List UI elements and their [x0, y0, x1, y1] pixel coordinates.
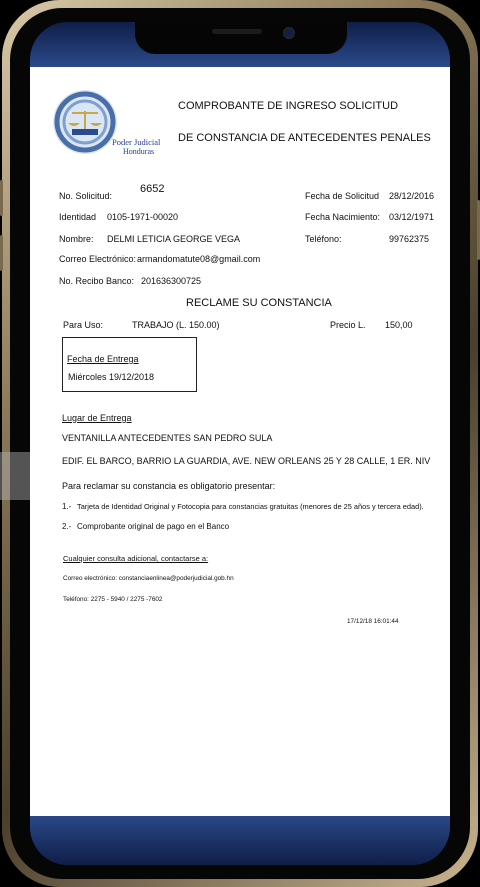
entrega-box	[62, 337, 197, 392]
glare	[0, 452, 30, 500]
fecha-nacimiento-label: Fecha Nacimiento:	[305, 212, 381, 222]
reclame-heading: RECLAME SU CONSTANCIA	[186, 297, 332, 309]
screen-bottom-band	[30, 814, 450, 865]
fecha-solicitud-value: 28/12/2016	[389, 191, 435, 201]
uso-value: TRABAJO (L. 150.00)	[132, 320, 220, 330]
header-title-1: COMPROBANTE DE INGRESO SOLICITUD	[178, 100, 399, 112]
requisito-2-number: 2.-	[62, 522, 72, 531]
requisito-1-number: 1.-	[62, 502, 72, 511]
poder-judicial-logo	[50, 87, 170, 157]
requisitos-intro: Para reclamar su constancia es obligatorio presentar:	[62, 481, 276, 491]
correo-label: Correo Electrónico:	[59, 254, 137, 264]
header-title-2: DE CONSTANCIA DE ANTECEDENTES PENALES	[178, 132, 431, 144]
contacto-phone: Teléfono: 2275 - 5940 / 2275 -7602	[63, 596, 163, 603]
recibo-label: No. Recibo Banco:	[59, 276, 135, 286]
lugar-line-1: VENTANILLA ANTECEDENTES SAN PEDRO SULA	[62, 433, 273, 443]
side-button	[0, 180, 3, 216]
contacto-email: Correo electrónico: constanciaenlinea@poderjudicial.gob.hn	[63, 575, 234, 582]
identidad-value: 0105-1971-00020	[107, 212, 179, 222]
precio-value: 150,00	[385, 320, 413, 330]
document	[30, 67, 450, 816]
timestamp: 17/12/18 16:01:44	[347, 618, 399, 625]
correo-value: armandomatute08@gmail.com	[137, 254, 261, 264]
solicitud-label: No. Solicitud:	[59, 191, 113, 201]
speaker-icon	[212, 29, 262, 34]
entrega-value: Miércoles 19/12/2018	[68, 372, 155, 382]
lugar-label: Lugar de Entrega	[62, 413, 132, 423]
camera-icon	[283, 27, 295, 39]
identidad-label: Identidad	[59, 212, 97, 222]
precio-label: Precio L.	[330, 320, 366, 330]
fecha-solicitud-label: Fecha de Solicitud	[305, 191, 380, 201]
logo-text-2: Honduras	[123, 147, 155, 156]
uso-label: Para Uso:	[63, 320, 104, 330]
nombre-label: Nombre:	[59, 234, 94, 244]
telefono-value: 99762375	[389, 234, 430, 244]
solicitud-value: 6652	[140, 183, 165, 195]
requisito-2: Comprobante original de pago en el Banco	[77, 522, 230, 531]
telefono-label: Teléfono:	[305, 234, 342, 244]
requisito-1: Tarjeta de Identidad Original y Fotocopia para constancias gratuitas (menores de 25 años y tercera edad).	[77, 502, 424, 511]
side-button	[0, 235, 3, 271]
lugar-line-2: EDIF. EL BARCO, BARRIO LA GUARDIA, AVE. NEW ORLEANS 25 Y 28 CALLE, 1 ER. NIV	[62, 456, 431, 466]
contacto-heading: Cualquier consulta adicional, contactarse a:	[63, 554, 209, 563]
logo-text-1: Poder Judicial	[112, 137, 161, 147]
notch	[135, 22, 347, 54]
recibo-value: 201636300725	[141, 276, 202, 286]
nombre-value: DELMI LETICIA GEORGE VEGA	[107, 234, 241, 244]
fecha-nacimiento-value: 03/12/1971	[389, 212, 435, 222]
entrega-label: Fecha de Entrega	[67, 354, 139, 364]
